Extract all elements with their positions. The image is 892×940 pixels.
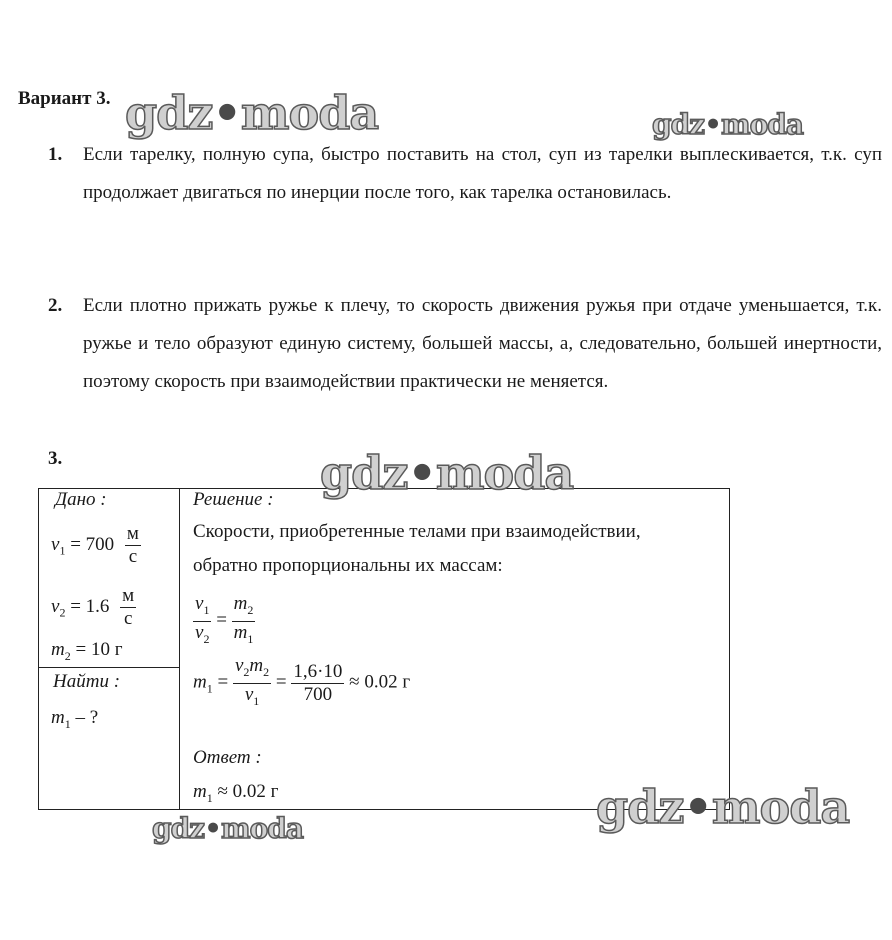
watermark-logo: gdz•moda [652,108,803,141]
solution-title: Решение : [193,489,274,510]
column-divider [179,489,180,809]
given-find-divider [39,667,179,668]
item-number: 1. [48,144,63,165]
solution-table [38,488,730,810]
item-number-3: 3. [48,448,63,469]
ratio-formula: $\frac{v_1}{v_2}$ = $\frac{m_2}{m_1}$ [195,593,254,646]
item-text: Если тарелку, полную супа, быстро поставить на стол, суп из тарелки выплескивается, т.к. суп продолжает двигаться по инерции после того, как тарелка остановилась. [83,144,882,203]
answer-item-2 [48,287,882,401]
calc-formula: $m_1$ = $\frac{v_2m_2}{v_1}$ = $\frac{1,6\cdot 10}{700}$ ≈ 0.02 г [193,655,411,708]
item-number: 2. [48,295,63,316]
answer-title: Ответ : [193,747,262,768]
answer-item-1 [48,136,882,212]
answer-value: $m_1 \approx 0.02$ г [193,781,279,805]
given-title: Дано : [55,489,107,510]
solution-line-1: Скорости, приобретенные телами при взаимодействии, [193,521,641,542]
find-title: Найти : [53,671,121,692]
watermark-logo: gdz•moda [596,780,850,834]
watermark-logo: gdz•moda [152,812,303,845]
solution-line-2: обратно пропорциональны их массам: [193,555,503,576]
watermark-logo: gdz•moda [320,446,574,500]
watermark-logo: gdz•moda [125,86,379,140]
given-v2: $v_2 = 1.6$ $\frac{м}{с}$ [51,585,135,629]
variant-heading: Вариант 3. [18,88,111,109]
given-v1: $v_1 = 700$ $\frac{м}{с}$ [51,523,139,567]
find-m1: $m_1$ – ? [51,707,99,731]
item-text: Если плотно прижать ружье к плечу, то скорость движения ружья при отдаче уменьшается, т.к. ружье и тело образуют единую систему, большей массы, а, следовательно, большей инертности, поэтому скорость при взаимодействии практически не меняется. [83,295,882,392]
given-m2: $m_2 = 10$ г [51,639,123,663]
